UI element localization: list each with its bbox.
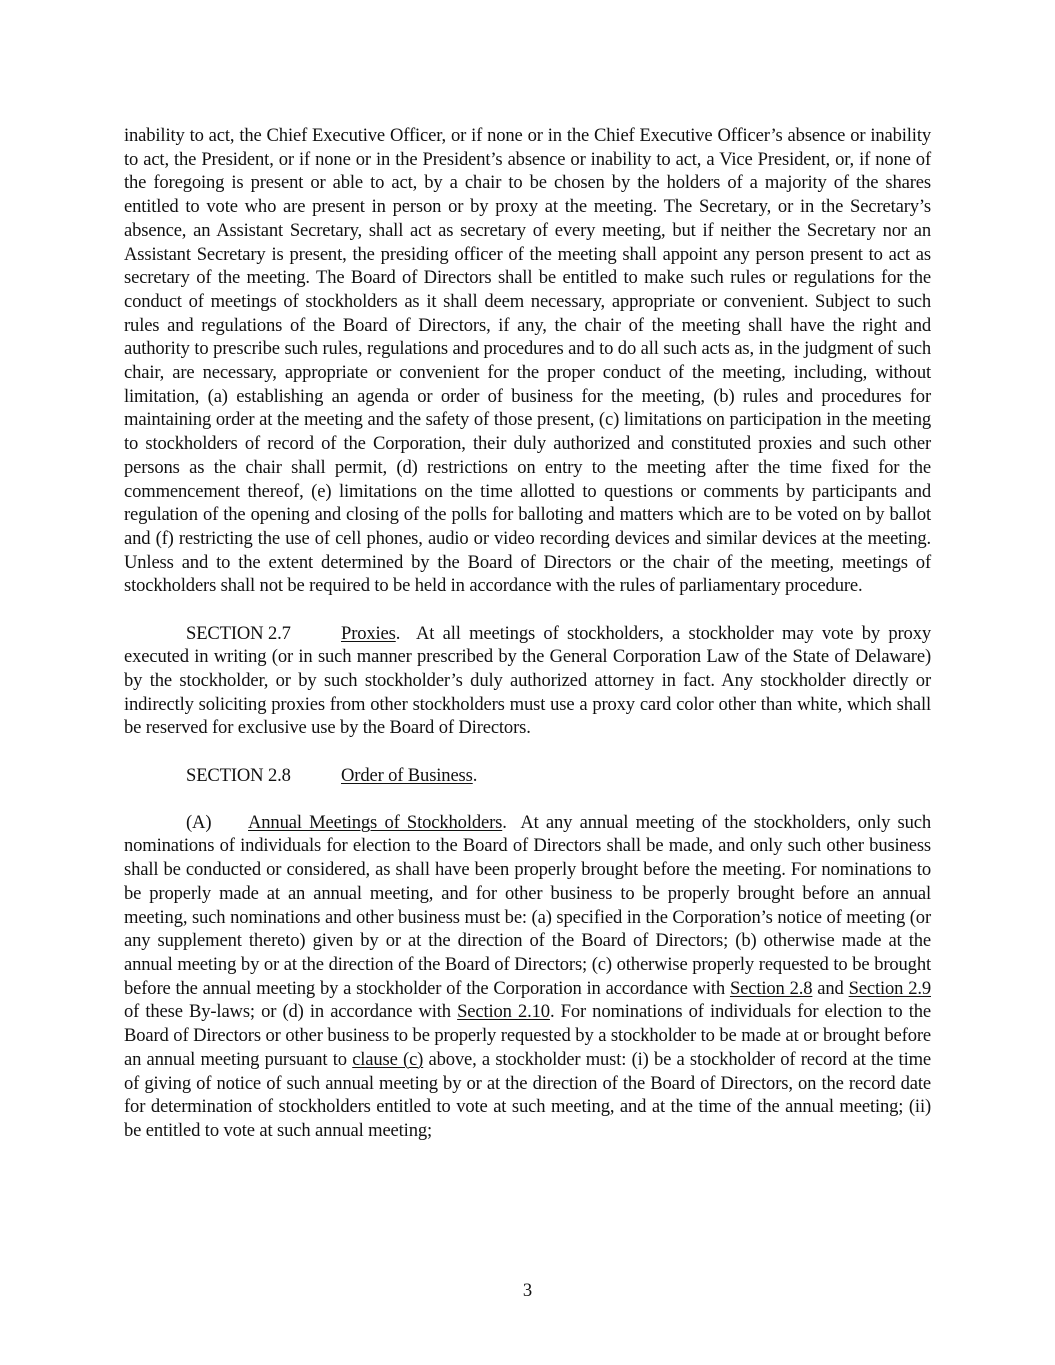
paragraph-meeting-conduct: inability to act, the Chief Executive Officer, or if none or in the Chief Executive Officer’s absence or inability to act, the President, or if none or in the President’s absence or inability to act, a Vice President, or, if none of the foregoing is present or able to act, by a chair to be chosen by the holders of a majority of the shares entitled to vote who are present in person or by proxy at the meeting. The Secretary, or in the Secretary’s absence, an Assistant Secretary, shall act as secretary of every meeting, but if neither the Secretary nor an Assistant Secretary is present, the presiding officer of the meeting shall appoint any person present to act as secretary of the meeting. The Board of Directors shall be entitled to make such rules or regulations for the conduct of meetings of stockholders as it shall deem necessary, appropriate or convenient. Subject to such rules and regulations of the Board of Directors, if any, the chair of the meeting shall have the right and authority to prescribe such rules, regulations and procedures and to do all such acts as, in the judgment of such chair, are necessary, appropriate or convenient for the proper conduct of the meeting, including, without limitation, (a) establishing an agenda or order of business for the meeting, (b) rules and procedures for maintaining order at the meeting and the safety of those present, (c) limitations on participation in the meeting to stockholders of record of the Corporation, their duly authorized and constituted proxies and such other persons as the chair shall permit, (d) restrictions on entry to the meeting after the time fixed for the commencement thereof, (e) limitations on the time allotted to questions or comments by participants and regulation of the opening and closing of the polls for balloting and matters which are to be voted on by ballot and (f) restricting the use of cell phones, audio or video recording devices and similar devices at the meeting. Unless and to the extent determined by the Board of Directors or the chair of the meeting, meetings of stockholders shall not be required to be held in accordance with the rules of parliamentary procedure. (124, 125, 931, 597)
cross-reference-section-2-8[interactable]: Section 2.8 (729, 977, 813, 999)
cross-reference-section-2-9[interactable]: Section 2.9 (848, 977, 931, 999)
subsection-a-annual-meetings (124, 811, 936, 1143)
page-number: 3 (522, 1280, 533, 1301)
subsection-title: Annual Meetings of Stockholders (248, 811, 503, 833)
document-page (124, 124, 936, 1143)
paragraph-spacer (124, 787, 931, 811)
cross-reference-clause-c[interactable]: clause (c) (352, 1048, 424, 1070)
section-body: At all meetings of stockholders, a stockholder may vote by proxy executed in writing (or in such manner prescribed by the General Corporation Law of the State of Delaware) by the stockholder, or by such stockholder’s duly authorized attorney in fact. Any stockholder directly or indirectly soliciting proxies from other stockholders must use a proxy card color other than white, which shall be reserved for exclusive use by the Board of Directors. (124, 622, 936, 739)
subsection-body: . For nominations of individuals for election to the Board of Directors or other business to be properly requested by a stockholder to be made at or brought before an annual meeting pursuant to (124, 1001, 936, 1070)
section-2-8-order-of-business (124, 764, 931, 788)
section-2-7-proxies (124, 622, 936, 741)
subsection-body: and (812, 977, 849, 999)
subsection-title-suffix: . (502, 811, 507, 833)
section-title: Order of Business (341, 764, 473, 786)
subsection-body: of these By-laws; or (d) in accordance with (124, 977, 936, 1023)
section-title: Proxies (341, 622, 396, 644)
paragraph-spacer (124, 740, 931, 764)
subsection-body: above, a stockholder must: (i) be a stockholder of record at the time of giving of notice of such annual meeting by or at the direction of the Board of Directors, on the record date for determination of stockholders entitled to vote at such meeting, and at the time of the annual meeting; (ii) be entitled to vote at such annual meeting; (124, 1048, 936, 1141)
section-title-suffix: . (395, 622, 401, 644)
section-title-suffix: . (472, 764, 478, 786)
paragraph-spacer (124, 598, 931, 622)
subsection-body: At any annual meeting of the stockholders, only such nominations of individuals for election to the Board of Directors shall be made, and only such other business shall be conducted or considered, as shall have been properly brought before the meeting. For nominations to be properly made at an annual meeting, and for other business to be properly brought before an annual meeting, such nominations and other business must be: (a) specified in the Corporation’s notice of meeting (or any supplement thereto) given by or at the direction of the Board of Directors; (b) otherwise made at the annual meeting by or at the direction of the Board of Directors; (c) otherwise properly requested to be brought before the annual meeting by a stockholder of the Corporation in accordance with (124, 811, 936, 999)
cross-reference-section-2-10[interactable]: Section 2.10 (457, 1001, 550, 1023)
section-number: SECTION 2.7 (186, 622, 291, 644)
section-number: SECTION 2.8 (186, 764, 291, 786)
subsection-number: (A) (186, 811, 212, 833)
